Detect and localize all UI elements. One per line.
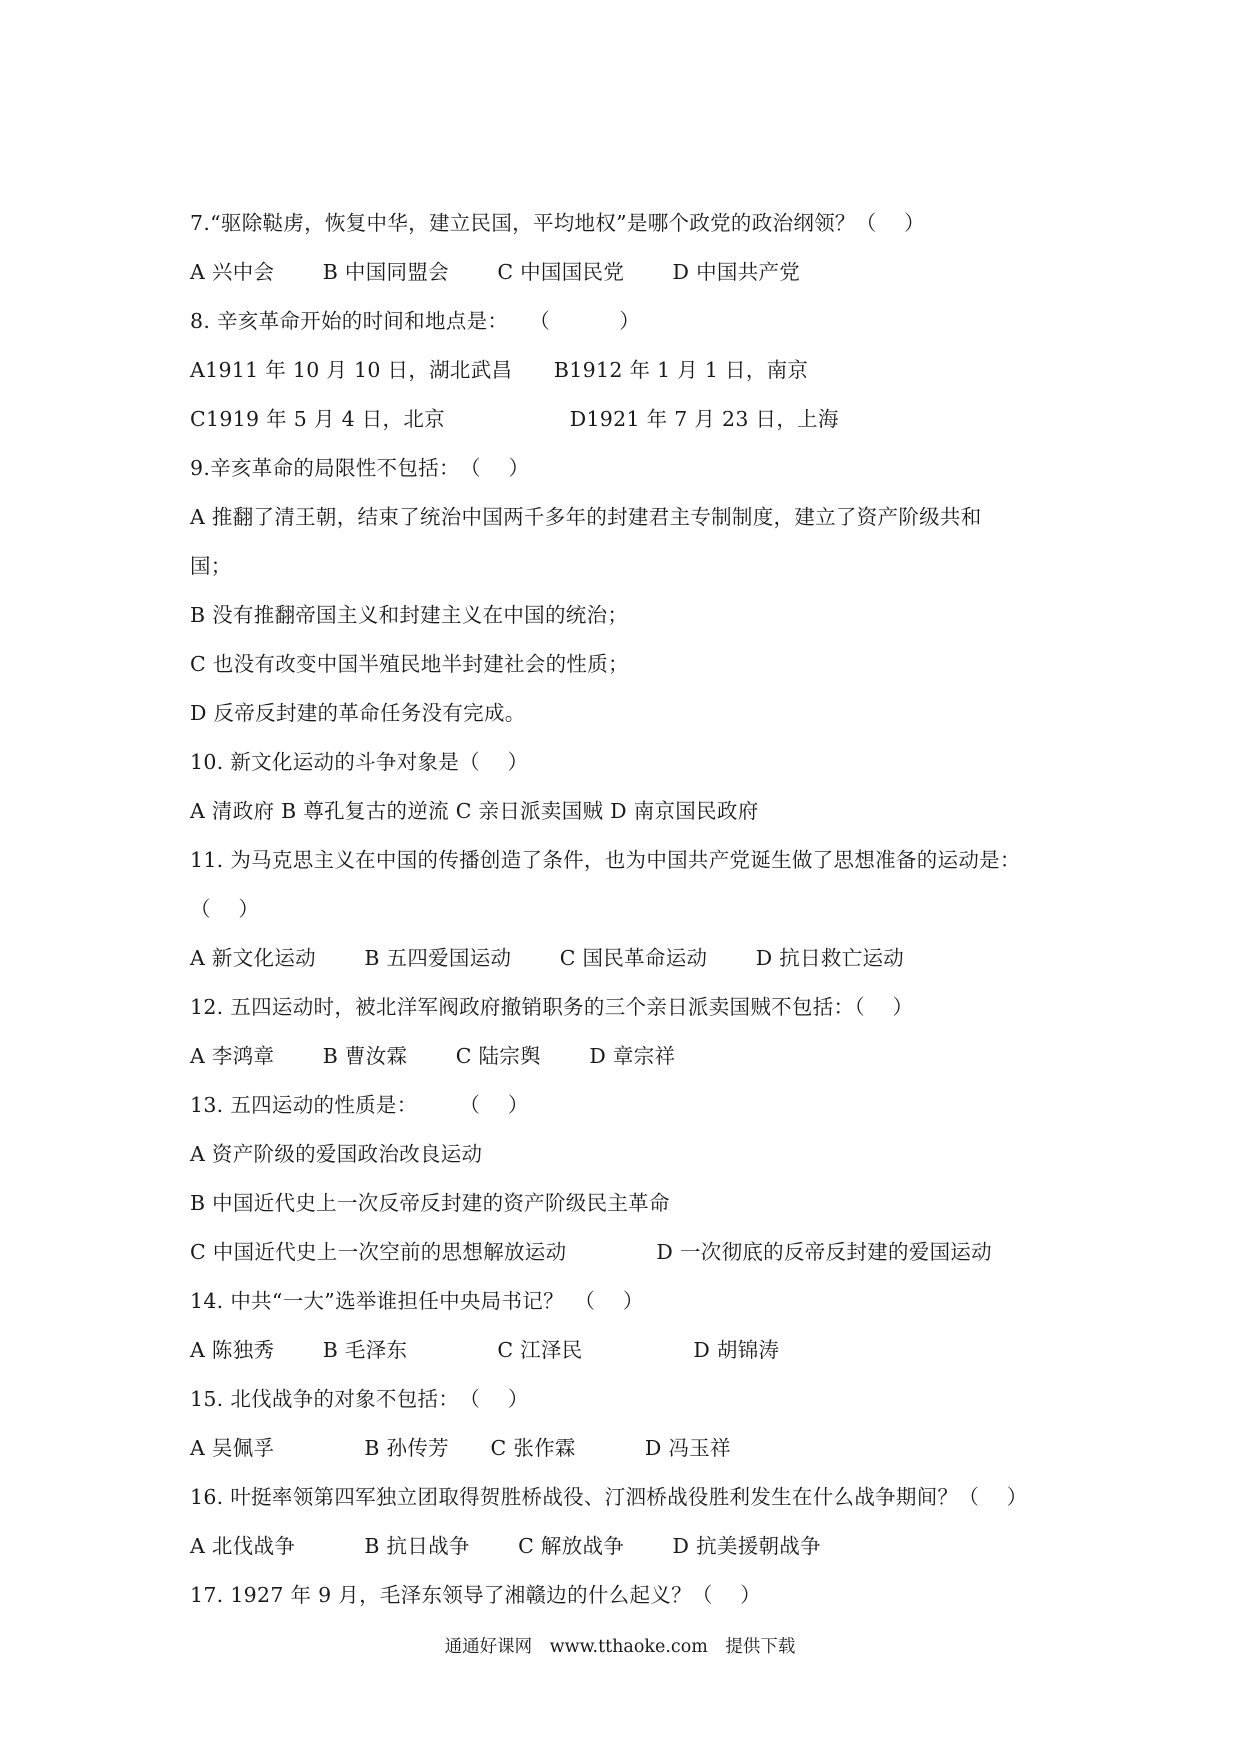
question-9-option-d: D 反帝反封建的革命任务没有完成。 [190,701,526,725]
question-10-stem: 10. 新文化运动的斗争对象是（ ） [190,750,529,774]
question-15-options: A 吴佩孚 B 孙传芳 C 张作霖 D 冯玉祥 [190,1436,731,1460]
question-7-stem: 7.“驱除鞑虏，恢复中华，建立民国，平均地权”是哪个政党的政治纲领？（ ） [190,211,925,235]
question-11-stem: 11. 为马克思主义在中国的传播创造了条件，也为中国共产党诞生做了思想准备的运动是： [190,848,1021,872]
question-9-option-a-line-1: A 推翻了清王朝，结束了统治中国两千多年的封建君主专制制度，建立了资产阶级共和 [190,505,982,529]
page-footer: 通通好课网 www.tthaoke.com 提供下载 [444,1637,796,1657]
question-8-options-2: C1919 年 5 月 4 日，北京 D1921 年 7 月 23 日，上海 [190,407,839,431]
question-13-option-a: A 资产阶级的爱国政治改良运动 [190,1142,483,1166]
question-13-option-b: B 中国近代史上一次反帝反封建的资产阶级民主革命 [190,1191,670,1215]
question-14-stem: 14. 中共“一大”选举谁担任中央局书记？ （ ） [190,1289,644,1313]
question-12-options: A 李鸿章 B 曹汝霖 C 陆宗舆 D 章宗祥 [190,1044,676,1068]
question-13-option-cd: C 中国近代史上一次空前的思想解放运动 D 一次彻底的反帝反封建的爱国运动 [190,1240,992,1264]
question-11-stem-line-2: （ ） [190,897,260,921]
question-9-option-c: C 也没有改变中国半殖民地半封建社会的性质； [190,652,629,676]
question-8-stem: 8. 辛亥革命开始的时间和地点是： （ ） [190,309,641,333]
question-14-options: A 陈独秀 B 毛泽东 C 江泽民 D 胡锦涛 [190,1338,780,1362]
question-10-options: A 清政府 B 尊孔复古的逆流 C 亲日派卖国贼 D 南京国民政府 [190,799,759,823]
question-7-options: A 兴中会 B 中国同盟会 C 中国国民党 D 中国共产党 [190,260,801,284]
question-15-stem: 15. 北伐战争的对象不包括： （ ） [190,1387,529,1411]
question-8-options-1: A1911 年 10 月 10 日，湖北武昌 B1912 年 1 月 1 日，南京 [190,358,809,382]
question-9-option-b: B 没有推翻帝国主义和封建主义在中国的统治； [190,603,629,627]
question-12-stem: 12. 五四运动时，被北洋军阀政府撤销职务的三个亲日派卖国贼不包括：（ ） [190,995,914,1019]
question-11-options: A 新文化运动 B 五四爱国运动 C 国民革命运动 D 抗日救亡运动 [190,946,905,970]
question-9-option-a-line-2: 国； [190,554,232,578]
question-13-stem: 13. 五四运动的性质是： （ ） [190,1093,529,1117]
question-16-options: A 北伐战争 B 抗日战争 C 解放战争 D 抗美援朝战争 [190,1534,821,1558]
question-9-stem: 9.辛亥革命的局限性不包括： （ ） [190,456,530,480]
question-16-stem: 16. 叶挺率领第四军独立团取得贺胜桥战役、汀泗桥战役胜利发生在什么战争期间？（ ） [190,1485,1028,1509]
question-17-stem: 17. 1927 年 9 月，毛泽东领导了湘赣边的什么起义？（ ） [190,1583,762,1607]
